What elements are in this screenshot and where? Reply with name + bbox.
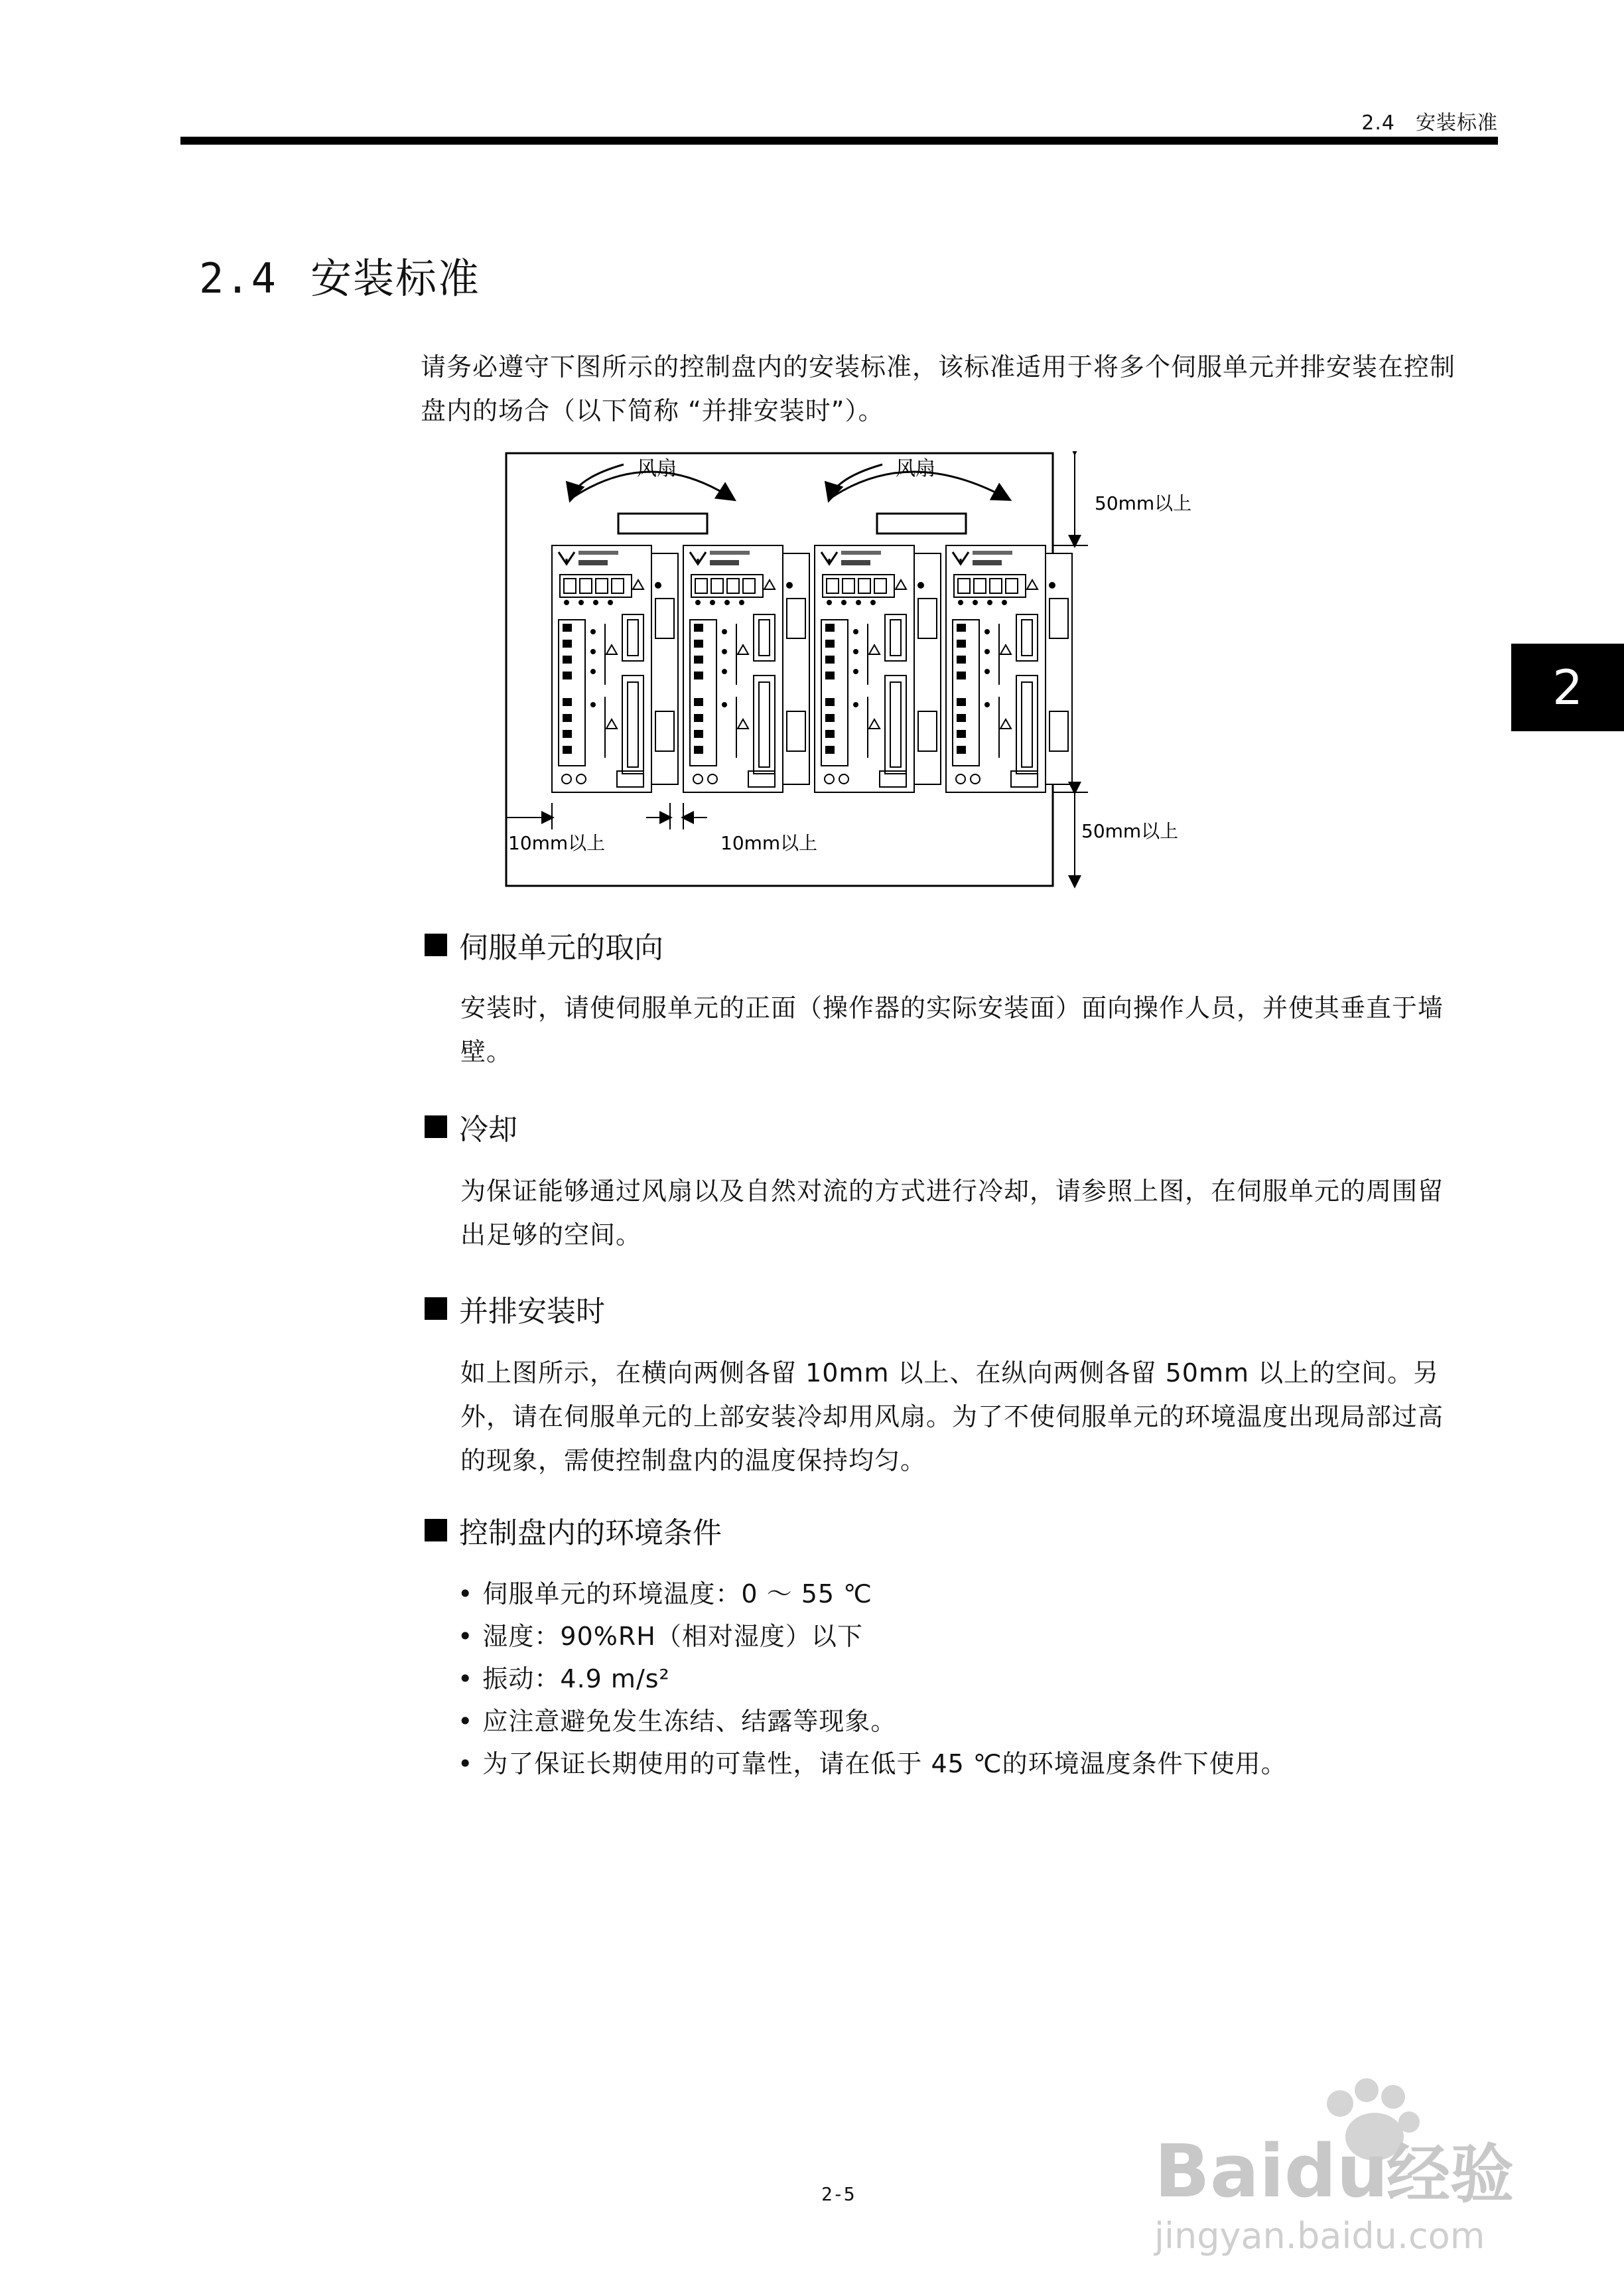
section-number: 2.4 [199, 254, 277, 303]
subsection-heading-orientation [425, 924, 663, 966]
intro-paragraph: 请务必遵守下图所示的控制盘内的安装标准，该标准适用于将多个伺服单元并排安装在控制盘内的场合（以下简称 “并排安装时”）。 [421, 352, 1456, 425]
servo-unit-1 [552, 545, 678, 792]
cooling-paragraph: 为保证能够通过风扇以及自然对流的方式进行冷却，请参照上图，在伺服单元的周围留出足够的空间。 [460, 1176, 1444, 1249]
list-item: • 伺服单元的环境温度：0 ～ 55 ℃ [458, 1573, 1453, 1615]
section-title-text: 安装标准 [310, 254, 480, 303]
list-item: • 应注意避免发生冻结、结露等现象。 [458, 1700, 1453, 1743]
watermark-url: jingyan.baidu.com [1154, 2215, 1485, 2257]
subsection-title: 并排安装时 [459, 1295, 605, 1328]
subsection-heading-environment [425, 1509, 722, 1551]
fan-label-left: 风扇 [637, 457, 677, 480]
watermark-brand: Baidu [1154, 2129, 1388, 2214]
subsection-title: 冷却 [459, 1113, 517, 1147]
left-clearance-label: 10mm以上 [508, 832, 606, 854]
subsection-heading-side-by-side [425, 1287, 605, 1330]
square-bullet-icon [425, 1297, 447, 1320]
subsection-title: 控制盘内的环境条件 [459, 1516, 722, 1550]
baidu-jingyan-watermark [1141, 2070, 1552, 2263]
header-rule [180, 137, 1498, 145]
list-item: • 振动：4.9 m/s² [458, 1658, 1453, 1700]
subsection-title: 伺服单元的取向 [459, 931, 663, 965]
servo-unit-4 [946, 545, 1072, 792]
orientation-paragraph: 安装时，请使伺服单元的正面（操作器的实际安装面）面向操作人员，并使其垂直于墙壁。 [460, 993, 1444, 1066]
fan-label-right: 风扇 [896, 457, 935, 480]
between-clearance-label: 10mm以上 [720, 832, 818, 854]
square-bullet-icon [425, 1519, 447, 1541]
running-header: 2.4 安装标准 [1361, 111, 1498, 135]
installation-diagram [504, 451, 1207, 889]
top-clearance-label: 50mm以上 [1095, 492, 1192, 514]
side-by-side-paragraph: 如上图所示，在横向两侧各留 10mm 以上、在纵向两侧各留 50mm 以上的空间。另外，请在伺服单元的上部安装冷却用风扇。为了不使伺服单元的环境温度出现局部过高的现象，需使控制盘内的温度保持均匀。 [460, 1358, 1444, 1475]
square-bullet-icon [425, 1115, 447, 1138]
subsection-heading-cooling [425, 1105, 517, 1148]
servo-unit-3 [815, 545, 941, 792]
watermark-product: 经验 [1387, 2137, 1514, 2212]
square-bullet-icon [425, 934, 447, 956]
bottom-clearance-label: 50mm以上 [1081, 820, 1179, 842]
section-title [199, 246, 480, 305]
list-item: • 为了保证长期使用的可靠性，请在低于 45 ℃的环境温度条件下使用。 [458, 1743, 1453, 1785]
servo-unit-2 [683, 545, 809, 792]
page-number: 2-5 [821, 2183, 855, 2205]
chapter-tab: 2 [1511, 644, 1624, 731]
list-item: • 湿度：90%RH（相对湿度）以下 [458, 1615, 1453, 1658]
environment-list [458, 1573, 1453, 1785]
